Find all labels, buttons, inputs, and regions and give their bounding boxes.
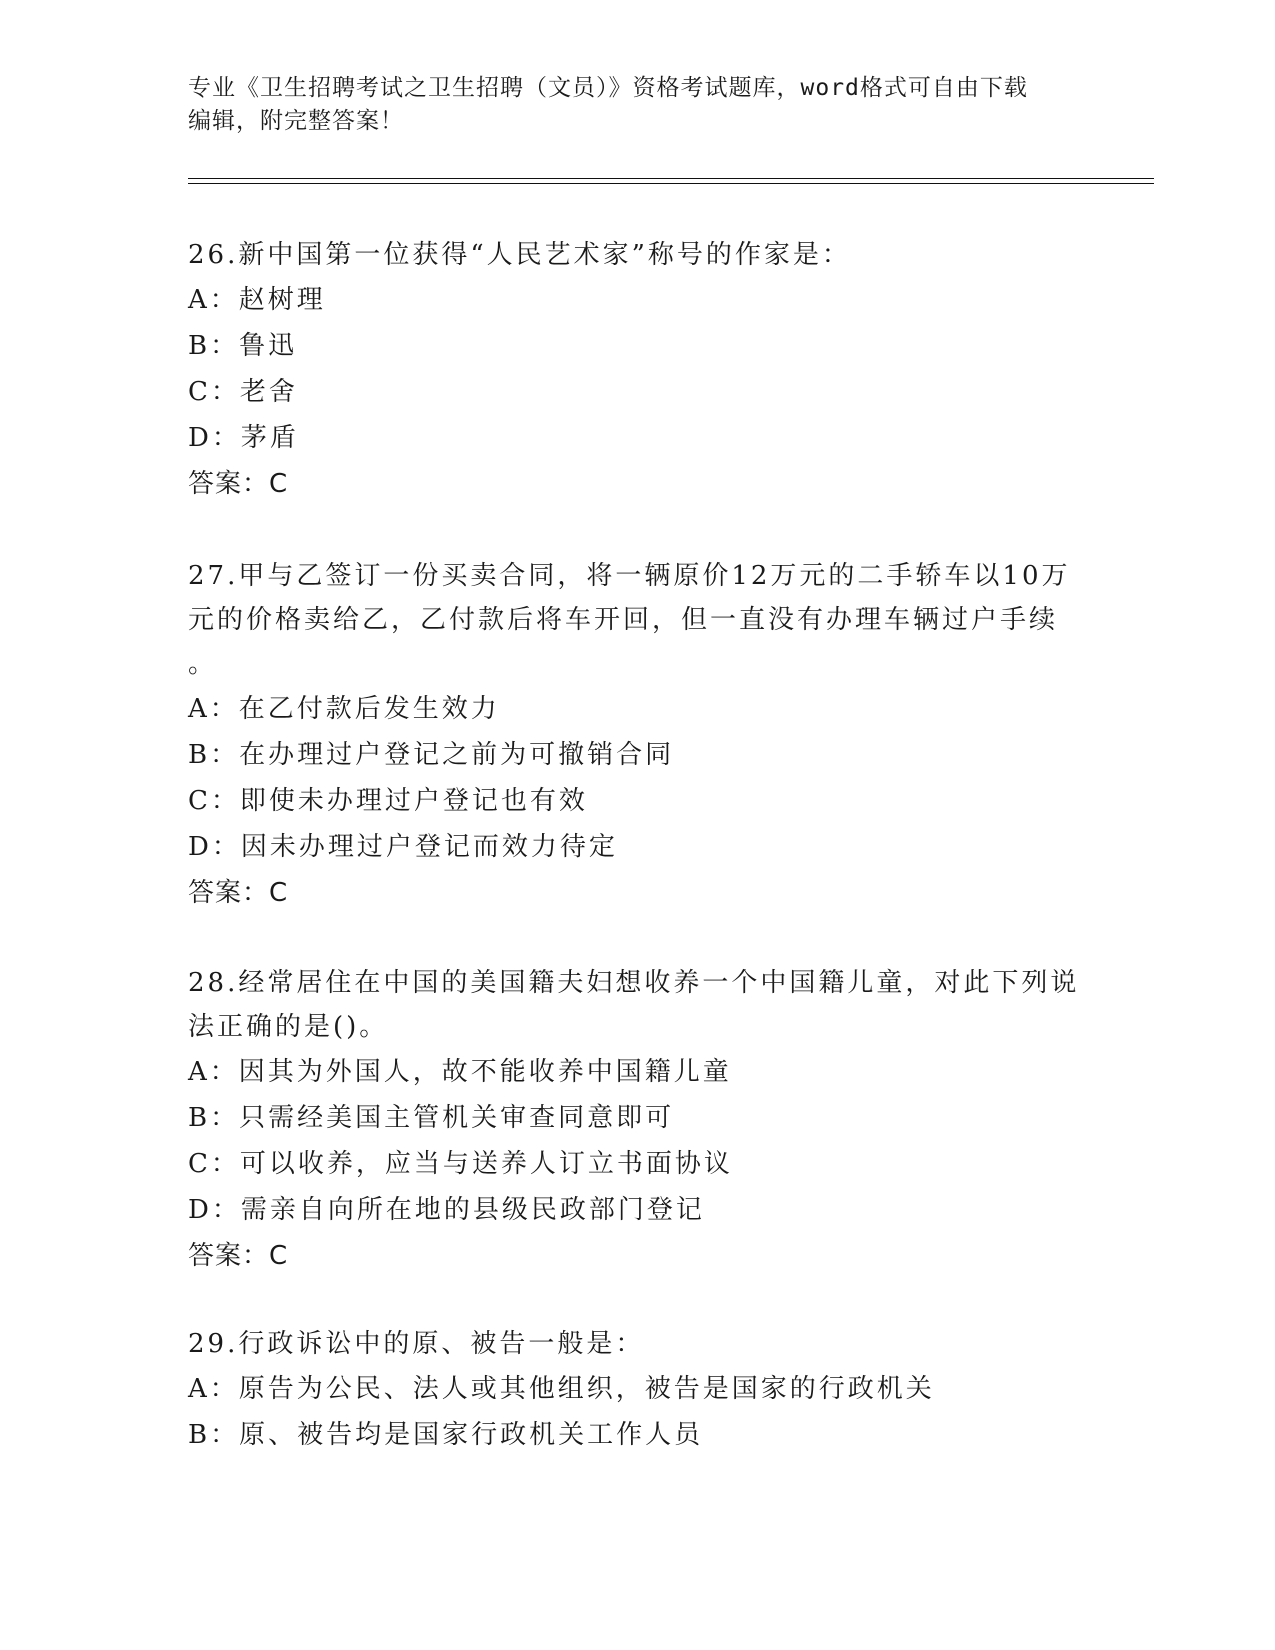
option-b: B：原、被告均是国家行政机关工作人员 [188, 1420, 704, 1450]
option-a: A：赵树理 [188, 285, 326, 315]
question-stem-line-1: 28.经常居住在中国的美国籍夫妇想收养一个中国籍儿童，对此下列说 [188, 968, 1080, 998]
question-27 [188, 554, 1088, 916]
answer-label: 答案：C [188, 878, 289, 908]
answer-label: 答案：C [188, 1241, 289, 1271]
question-26 [188, 233, 1088, 507]
question-stem-line-2: 元的价格卖给乙，乙付款后将车开回，但一直没有办理车辆过户手续 [188, 605, 1059, 635]
document-header [188, 72, 1078, 138]
header-line-2: 编辑，附完整答案！ [188, 108, 404, 134]
question-stem-line-2: 法正确的是()。 [188, 1012, 389, 1042]
option-d: D：茅盾 [188, 423, 299, 453]
option-a: A：因其为外国人，故不能收养中国籍儿童 [188, 1057, 732, 1087]
question-stem-line-3: 。 [188, 649, 218, 679]
option-a: A：在乙付款后发生效力 [188, 694, 500, 724]
answer-label: 答案：C [188, 469, 289, 499]
option-c: C：即使未办理过户登记也有效 [188, 786, 588, 816]
option-c: C：可以收养，应当与送养人订立书面协议 [188, 1149, 733, 1179]
header-divider-bottom [188, 183, 1154, 184]
option-d: D：需亲自向所在地的县级民政部门登记 [188, 1195, 705, 1225]
option-c: C：老舍 [188, 377, 298, 407]
header-divider-top [188, 178, 1154, 179]
question-stem: 26.新中国第一位获得“人民艺术家”称号的作家是： [188, 240, 851, 270]
question-stem-line-1: 27.甲与乙签订一份买卖合同，将一辆原价12万元的二手轿车以10万 [188, 561, 1071, 591]
question-stem: 29.行政诉讼中的原、被告一般是： [188, 1329, 645, 1359]
question-28 [188, 961, 1088, 1279]
option-b: B：在办理过户登记之前为可撤销合同 [188, 740, 675, 770]
question-29 [188, 1322, 1088, 1458]
option-a: A：原告为公民、法人或其他组织，被告是国家的行政机关 [188, 1374, 935, 1404]
option-d: D：因未办理过户登记而效力待定 [188, 832, 618, 862]
option-b: B：只需经美国主管机关审查同意即可 [188, 1103, 675, 1133]
header-line-1: 专业《卫生招聘考试之卫生招聘（文员）》资格考试题库，word格式可自由下载 [188, 75, 1028, 101]
option-b: B：鲁迅 [188, 331, 298, 361]
